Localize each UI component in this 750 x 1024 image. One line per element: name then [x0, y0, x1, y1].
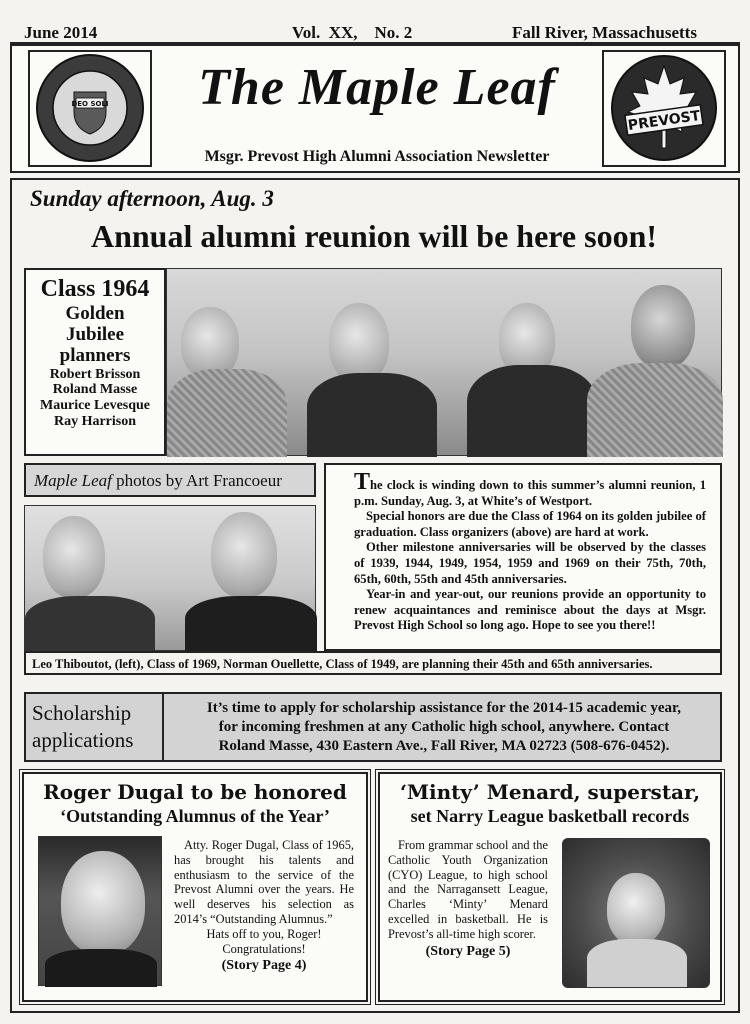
menard-body: From grammar school and the Catholic Youth Organization (CYO) League, to high school and the Narragansett League, Charles ‘Minty’ Menard excelled in basketball. He is Prevost’s all-time high scorer. (Story Page 5)	[388, 838, 548, 959]
dugal-subhead: ‘Outstanding Alumnus of the Year’	[60, 806, 330, 826]
issue-volume: Vol. XX, No. 2	[292, 23, 413, 42]
planner-name: Maurice Levesque	[39, 398, 151, 414]
class-box-title: Class 1964	[40, 276, 150, 302]
photo-credit	[24, 463, 316, 497]
class-box-line1: Golden	[65, 302, 125, 324]
dugal-story-link[interactable]: (Story Page 4)	[221, 958, 307, 974]
thiboutot-ouellette-photo	[24, 505, 316, 651]
roger-dugal-photo	[38, 836, 162, 986]
maple-leaf-icon	[604, 52, 724, 165]
school-seal-icon	[30, 52, 150, 165]
lead-headline: Annual alumni reunion will be here soon!	[90, 218, 658, 254]
school-seal	[28, 50, 152, 167]
scholarship-box	[24, 692, 722, 762]
menard-subhead: set Narry League basketball records	[410, 806, 690, 826]
prevost-logo	[602, 50, 726, 167]
class-1964-box	[24, 268, 166, 456]
menard-story-link[interactable]: (Story Page 5)	[425, 943, 511, 959]
issue-location: Fall River, Massachusetts	[512, 23, 697, 42]
dugal-body: Atty. Roger Dugal, Class of 1965, has brought his talents and enthusiasm to the service of the Prevost Alumni over the years. He well deserves his selection as 2014’s “Outstanding Alumnus.” Hats off to you, Roger! Congratulations! (Story Page 4)	[174, 838, 354, 974]
drop-cap: T	[354, 469, 371, 495]
planner-name: Roland Masse	[52, 382, 138, 398]
article-paragraph-2: Special honors are due the Class of 1964 on its golden jubilee of graduation. Class organizers (above) are hard at work.	[354, 509, 706, 539]
scholarship-text: It’s time to apply for scholarship assistance for the 2014-15 academic year, for incoming freshmen at any Catholic high school, anywhere. Contact Roland Masse, 430 Eastern Ave., Fall River, MA 02723 (508-676-0452).	[206, 700, 682, 754]
photo-credit-rest: photos by Art Francoeur	[111, 471, 282, 490]
issue-date: June 2014	[24, 23, 98, 42]
class-1964-planners-photo	[166, 268, 722, 456]
photo-credit-italic: Maple Leaf	[34, 471, 112, 490]
planner-name: Robert Brisson	[49, 366, 141, 382]
reunion-article	[324, 463, 722, 651]
scholarship-label: Scholarship applications	[26, 694, 164, 760]
menard-story	[378, 772, 722, 1002]
article-paragraph-1: The clock is winding down to this summer’s alumni reunion, 1 p.m. Sunday, Aug. 3, at White’s of Westport.	[354, 469, 706, 508]
photo-caption: Leo Thiboutot, (left), Class of 1969, Norman Ouellette, Class of 1949, are planning their 45th and 65th anniversaries.	[24, 651, 722, 675]
minty-menard-photo	[562, 838, 710, 988]
article-paragraph-4: Year-in and year-out, our reunions provide an opportunity to renew acquaintances and reminisce about the days at Msgr. Prevost High School so long ago. Hope to see you there!!	[354, 587, 706, 633]
article-paragraph-3: Other milestone anniversaries will be observed by the classes of 1939, 1944, 1949, 1954, 1959 and 1969 on their 75th, 70th, 65th, 60th, 55th and 45th anniversaries.	[354, 540, 706, 586]
class-box-line3: planners	[59, 345, 131, 367]
masthead	[10, 44, 740, 173]
class-box-line2: Jubilee	[65, 324, 125, 346]
dugal-headline: Roger Dugal to be honored	[43, 780, 347, 804]
logo-text: PREVOST	[627, 108, 702, 134]
dugal-story	[22, 772, 368, 1002]
seal-motto: DEO SOLI	[71, 100, 109, 108]
lead-kicker: Sunday afternoon, Aug. 3	[30, 186, 274, 211]
newsletter-subtitle: Msgr. Prevost High Alumni Association Newsletter	[204, 148, 550, 165]
menard-headline: ‘Minty’ Menard, superstar,	[399, 780, 701, 804]
planner-name: Ray Harrison	[53, 413, 137, 429]
newsletter-title: The Maple Leaf	[198, 59, 556, 116]
